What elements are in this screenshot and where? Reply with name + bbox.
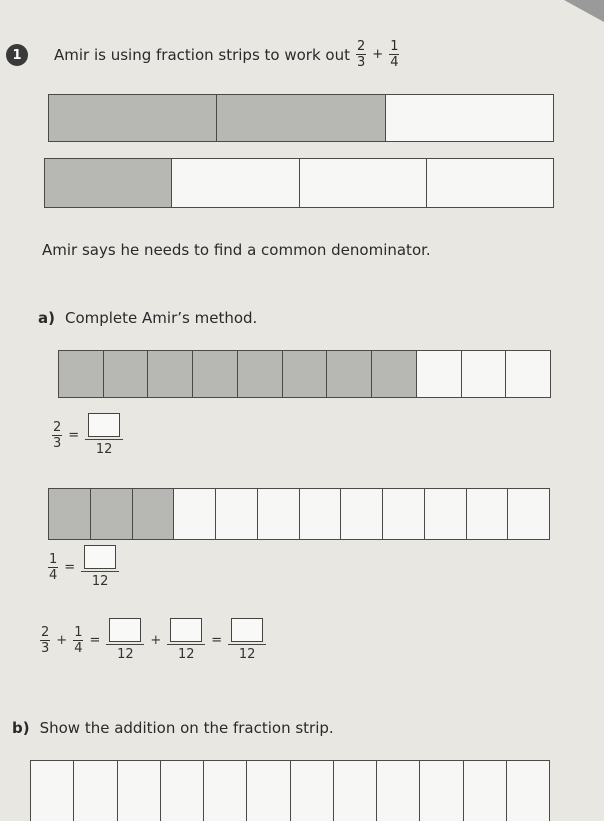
eq2-denominator: 12 xyxy=(91,574,109,589)
eq3-plus-2: + xyxy=(150,632,162,648)
unshaded-strip-cell xyxy=(382,489,424,539)
fraction-two-thirds: $\frac{2}{3}$ xyxy=(357,39,366,70)
unshaded-strip-cell xyxy=(215,489,257,539)
part-a-label: a) xyxy=(38,309,55,327)
eq2-equals: = xyxy=(64,559,76,575)
eq3-answer-box-1[interactable] xyxy=(109,618,141,642)
unshaded-strip-cell[interactable] xyxy=(463,761,506,821)
shaded-strip-cell xyxy=(147,351,192,397)
eq3-equals-2: = xyxy=(211,632,223,648)
unshaded-strip-cell[interactable] xyxy=(333,761,376,821)
shaded-strip-cell xyxy=(45,159,171,207)
statement-text: Amir says he needs to find a common denominator. xyxy=(42,241,431,259)
unshaded-strip-cell xyxy=(426,159,553,207)
unshaded-strip-cell xyxy=(340,489,382,539)
fraction-one-quarter: $\frac{1}{4}$ xyxy=(390,39,399,70)
twelfths-strip-b xyxy=(48,488,550,540)
eq3-answer-box-2[interactable] xyxy=(170,618,202,642)
eq1-equals: = xyxy=(68,427,80,443)
question-intro xyxy=(54,40,399,69)
unshaded-strip-cell xyxy=(299,489,341,539)
part-b-label: b) xyxy=(12,719,30,737)
unshaded-strip-cell xyxy=(461,351,506,397)
unshaded-strip-cell xyxy=(257,489,299,539)
thirds-strip xyxy=(48,94,554,142)
part-a-text: Complete Amir’s method. xyxy=(64,309,258,327)
shaded-strip-cell xyxy=(371,351,416,397)
eq3-answer-3: 12 xyxy=(228,618,266,662)
eq2-answer-box[interactable] xyxy=(84,545,116,569)
part-b-heading xyxy=(12,719,334,737)
shaded-strip-cell xyxy=(49,95,216,141)
shaded-strip-cell xyxy=(326,351,371,397)
twelfths-strip-a xyxy=(58,350,551,398)
eq3-fraction-b: $\frac{1}{4}$ xyxy=(74,624,83,656)
part-a-heading xyxy=(38,309,257,327)
eq2-fraction: $\frac{1}{4}$ xyxy=(49,551,58,583)
eq1-answer xyxy=(85,413,123,457)
eq3-answer-2: 12 xyxy=(167,618,205,662)
shaded-strip-cell xyxy=(237,351,282,397)
unshaded-strip-cell[interactable] xyxy=(419,761,462,821)
question-number: 1 xyxy=(12,47,22,63)
shaded-strip-cell xyxy=(282,351,327,397)
eq2-answer xyxy=(81,545,119,589)
eq3-answer-box-3[interactable] xyxy=(231,618,263,642)
unshaded-strip-cell xyxy=(385,95,553,141)
eq1-denominator: 12 xyxy=(95,442,113,457)
eq3-fraction-a: $\frac{2}{3}$ xyxy=(41,624,50,656)
unshaded-strip-cell xyxy=(173,489,215,539)
unshaded-strip-cell[interactable] xyxy=(506,761,549,821)
eq3-answer-1: 12 xyxy=(106,618,144,662)
shaded-strip-cell xyxy=(216,95,384,141)
shaded-strip-cell xyxy=(192,351,237,397)
unshaded-strip-cell[interactable] xyxy=(160,761,203,821)
part-b-text: Show the addition on the fraction strip. xyxy=(39,719,334,737)
page-corner-shadow xyxy=(564,0,604,22)
equation-one-quarter xyxy=(48,545,119,589)
unshaded-strip-cell[interactable] xyxy=(73,761,116,821)
intro-text: Amir is using fraction strips to work out xyxy=(54,45,350,64)
unshaded-strip-cell[interactable] xyxy=(117,761,160,821)
eq1-fraction: $\frac{2}{3}$ xyxy=(53,419,62,451)
unshaded-strip-cell[interactable] xyxy=(290,761,333,821)
shaded-strip-cell xyxy=(90,489,132,539)
eq3-equals: = xyxy=(89,632,101,648)
shaded-strip-cell xyxy=(59,351,103,397)
unshaded-strip-cell xyxy=(466,489,508,539)
unshaded-strip-cell xyxy=(424,489,466,539)
eq3-plus: + xyxy=(56,632,68,648)
quarters-strip xyxy=(44,158,554,208)
answer-strip[interactable] xyxy=(30,760,550,821)
unshaded-strip-cell[interactable] xyxy=(203,761,246,821)
equation-sum xyxy=(40,618,266,662)
shaded-strip-cell xyxy=(49,489,90,539)
unshaded-strip-cell xyxy=(416,351,461,397)
unshaded-strip-cell xyxy=(299,159,426,207)
shaded-strip-cell xyxy=(103,351,148,397)
equation-two-thirds xyxy=(52,413,123,457)
question-number-badge xyxy=(6,44,28,66)
unshaded-strip-cell xyxy=(171,159,298,207)
plus-sign: + xyxy=(372,47,384,62)
unshaded-strip-cell[interactable] xyxy=(31,761,73,821)
shaded-strip-cell xyxy=(132,489,174,539)
unshaded-strip-cell xyxy=(507,489,549,539)
unshaded-strip-cell[interactable] xyxy=(376,761,419,821)
unshaded-strip-cell xyxy=(505,351,550,397)
eq1-answer-box[interactable] xyxy=(88,413,120,437)
unshaded-strip-cell[interactable] xyxy=(246,761,289,821)
